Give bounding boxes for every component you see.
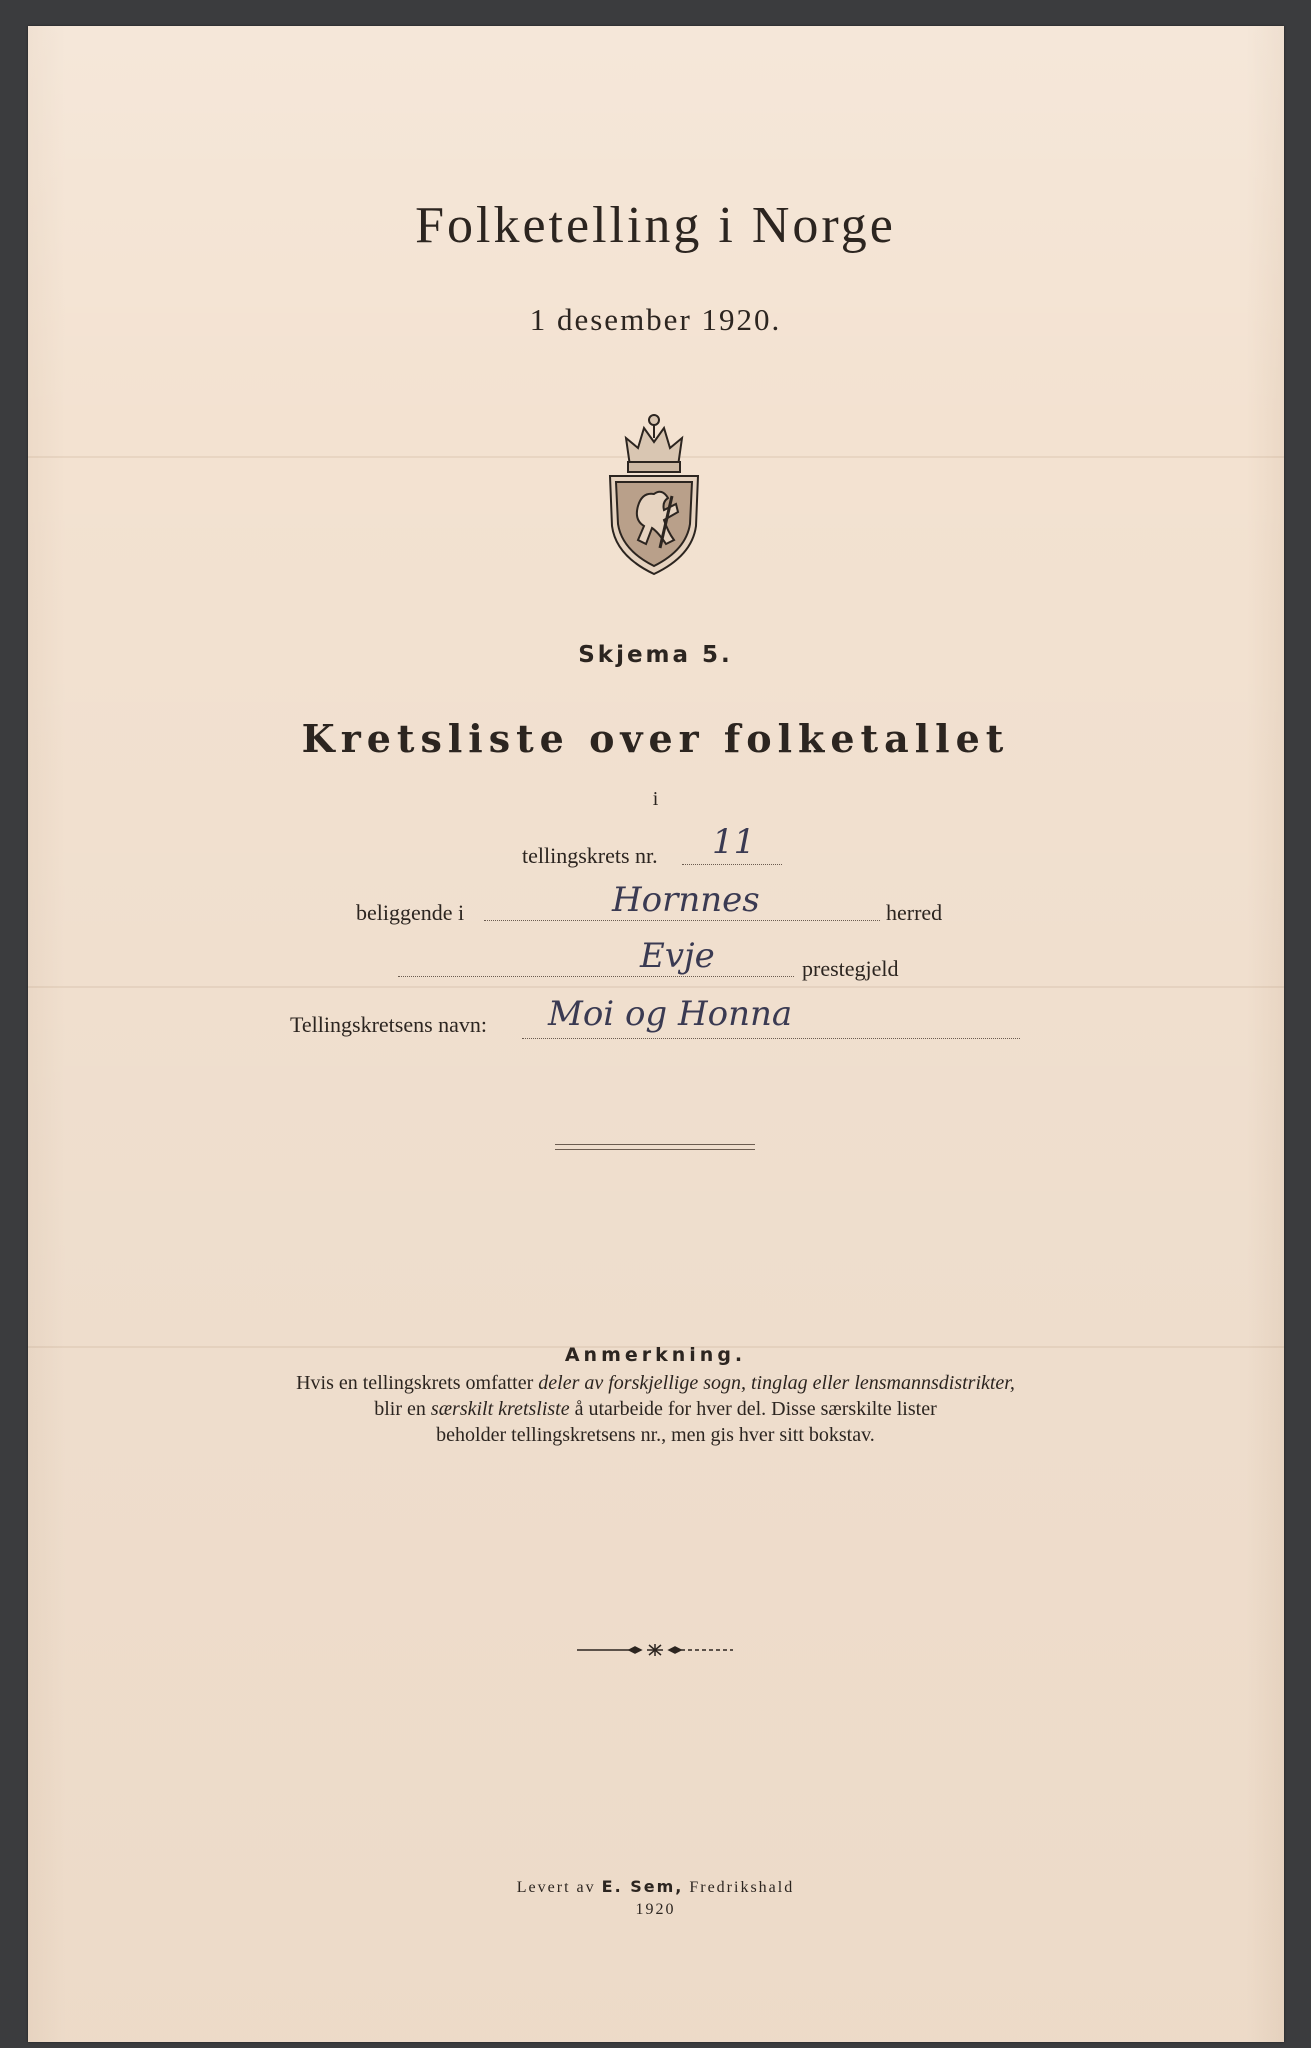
- krets-label: tellingskrets nr.: [522, 843, 658, 868]
- note-text: blir en: [374, 1398, 431, 1420]
- navn-field[interactable]: Moi og Honna: [548, 994, 793, 1034]
- page-title: Folketelling i Norge: [415, 197, 896, 254]
- preposition: i: [652, 788, 659, 810]
- printer-name: E. Sem,: [601, 1877, 684, 1896]
- note-body: [0, 1370, 1311, 1448]
- beliggende-label: beliggende i: [356, 900, 465, 925]
- note-line-1: [0, 1370, 1311, 1396]
- note-emphasis: særskilt kretsliste: [430, 1398, 570, 1420]
- star-ornament-icon: [575, 1642, 735, 1658]
- double-divider: [555, 1144, 755, 1150]
- form-heading: Kretsliste over folketallet: [301, 716, 1010, 761]
- note-emphasis: deler av forskjellige sogn, tinglag eller lensmannsdistrikter,: [538, 1372, 1015, 1394]
- note-text: Hvis en tellingskrets omfatter: [296, 1372, 539, 1394]
- note-text: å utarbeide for hver del. Disse særskilte lister: [569, 1398, 937, 1420]
- paper-fold: [28, 986, 1284, 988]
- herred-field[interactable]: Hornnes: [612, 880, 760, 920]
- herred-field-line: [484, 920, 880, 921]
- note-title: Anmerkning.: [564, 1344, 747, 1366]
- navn-label: Tellingskretsens navn:: [290, 1012, 488, 1037]
- prestegjeld-field-line: [398, 976, 794, 977]
- herred-label: herred: [886, 900, 943, 925]
- norwegian-coat-of-arms-icon: [602, 408, 706, 578]
- printer-text: Levert av: [516, 1879, 602, 1896]
- prestegjeld-field[interactable]: Evje: [640, 936, 715, 976]
- printer-year: 1920: [635, 1901, 676, 1918]
- printer-footer: [0, 1876, 1311, 1921]
- printer-line: [0, 1876, 1311, 1899]
- krets-number-field[interactable]: 11: [712, 822, 756, 862]
- printer-place: Fredrikshald: [683, 1879, 795, 1896]
- schema-number: Skjema 5.: [578, 642, 733, 668]
- krets-field-line: [682, 864, 782, 865]
- census-date: 1 desember 1920.: [529, 302, 782, 337]
- note-line-2: [0, 1396, 1311, 1422]
- prestegjeld-label: prestegjeld: [802, 956, 899, 981]
- navn-field-line: [522, 1038, 1020, 1039]
- note-line-3: beholder tellingskretsens nr., men gis hver sitt bokstav.: [436, 1424, 875, 1446]
